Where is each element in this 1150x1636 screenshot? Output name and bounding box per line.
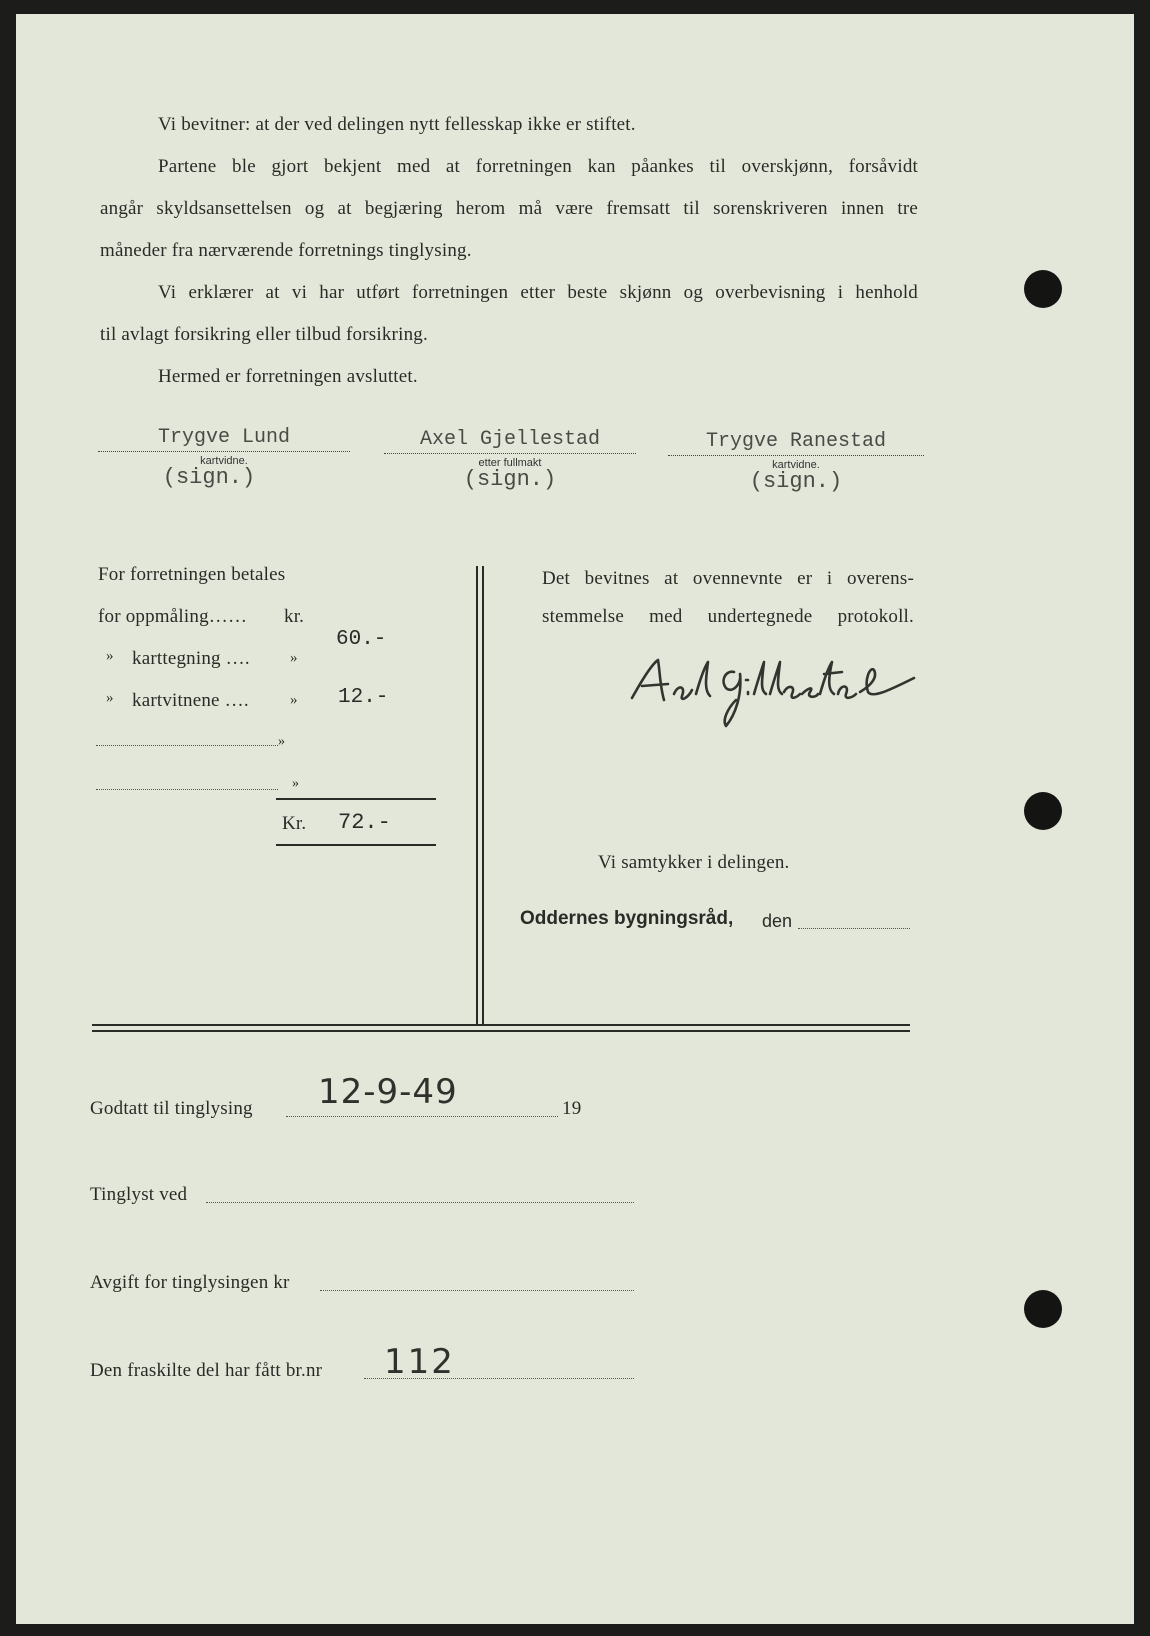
council-date-label: den: [762, 911, 793, 931]
registration-fee-line: [320, 1290, 634, 1291]
section-rule-top: [92, 1024, 910, 1026]
total-label: Kr.: [282, 813, 307, 834]
registration-accepted-date: 12-9-49: [318, 1072, 458, 1112]
total-rule-top: [276, 798, 436, 800]
document-page: [16, 14, 1134, 1624]
council-date-line: [798, 928, 910, 929]
signature-sign: (sign.): [749, 469, 843, 494]
witness-statement: Vi bevitner: at der ved delingen nytt fellesskap ikke er stiftet.: [158, 114, 636, 135]
section-rule-bottom: [92, 1030, 910, 1032]
fee-surveying-unit: kr.: [284, 606, 305, 627]
fee-mapping-unit: »: [290, 650, 298, 666]
attest-line2: stemmelse med undertegnede protokoll.: [542, 606, 914, 627]
appeal-paragraph-line1: Partene ble gjort bekjent med at forretningen kan påankes til overskjønn, forsåvidt: [158, 156, 918, 177]
signature-name: Axel Gjellestad: [419, 428, 601, 451]
fee-mapping-mark: »: [106, 648, 114, 664]
fee-witness-mark: »: [106, 690, 114, 706]
signature-role: kartvidne.: [772, 459, 820, 471]
fee-mapping-label: karttegning ….: [132, 648, 250, 669]
punch-hole: [1024, 1290, 1062, 1328]
fee-surveying-label: for oppmåling……: [98, 606, 248, 627]
column-divider: [476, 566, 478, 1024]
signature-name: Trygve Ranestad: [705, 430, 887, 453]
registration-accepted-label: Godtatt til tinglysing: [90, 1098, 253, 1119]
signature-role: etter fullmakt: [478, 457, 542, 469]
handwritten-signature: [624, 650, 924, 730]
appeal-paragraph-line3: måneder fra nærværende forretnings tinglysing.: [100, 240, 472, 261]
consent-statement: Vi samtykker i delingen.: [598, 852, 790, 873]
total-value: 72.-: [338, 810, 391, 835]
parcel-number-value: 112: [384, 1342, 455, 1382]
total-rule-bottom: [276, 844, 436, 846]
signature-role: kartvidne.: [200, 455, 248, 467]
fees-heading: For forretningen betales: [98, 564, 286, 585]
signature-block-2: [384, 428, 636, 492]
parcel-number-label: Den fraskilte del har fått br.nr: [90, 1360, 323, 1381]
fee-witness-value: 12.-: [338, 686, 389, 709]
council-name: Oddernes bygningsråd,: [520, 908, 734, 929]
attest-line1: Det bevitnes at ovennevnte er i overens-: [542, 568, 914, 589]
column-divider-inner: [482, 566, 484, 1024]
fee-blank-line-2: [96, 789, 278, 790]
declaration-line1: Vi erklærer at vi har utført forretningen etter beste skjønn og overbevisning i henhold: [158, 282, 918, 303]
closing-statement: Hermed er forretningen avsluttet.: [158, 366, 418, 387]
fee-blank-unit-2: »: [292, 776, 300, 791]
signature-sign: (sign.): [463, 467, 557, 492]
declaration-line2: til avlagt forsikring eller tilbud forsikring.: [100, 324, 428, 345]
registered-by-label: Tinglyst ved: [90, 1184, 188, 1205]
punch-hole: [1024, 792, 1062, 830]
fee-witness-label: kartvitnene ….: [132, 690, 249, 711]
appeal-paragraph-line2: angår skyldsansettelsen og at begjæring herom må være fremsatt til sorenskriveren innen tre: [100, 198, 918, 219]
registration-year-prefix: 19: [562, 1098, 582, 1119]
fee-blank-line-1: [96, 745, 278, 746]
signature-sign: (sign.): [162, 465, 256, 490]
fee-witness-unit: »: [290, 692, 298, 708]
punch-hole: [1024, 270, 1062, 308]
signature-block-1: [98, 426, 350, 490]
registration-fee-label: Avgift for tinglysingen kr: [90, 1272, 290, 1293]
registration-accepted-line: [286, 1116, 558, 1117]
signature-block-3: [668, 430, 924, 494]
fee-surveying-value: 60.-: [336, 628, 387, 651]
signature-name: Trygve Lund: [157, 426, 291, 449]
registered-by-line: [206, 1202, 634, 1203]
fee-blank-unit-1: »: [278, 734, 286, 749]
